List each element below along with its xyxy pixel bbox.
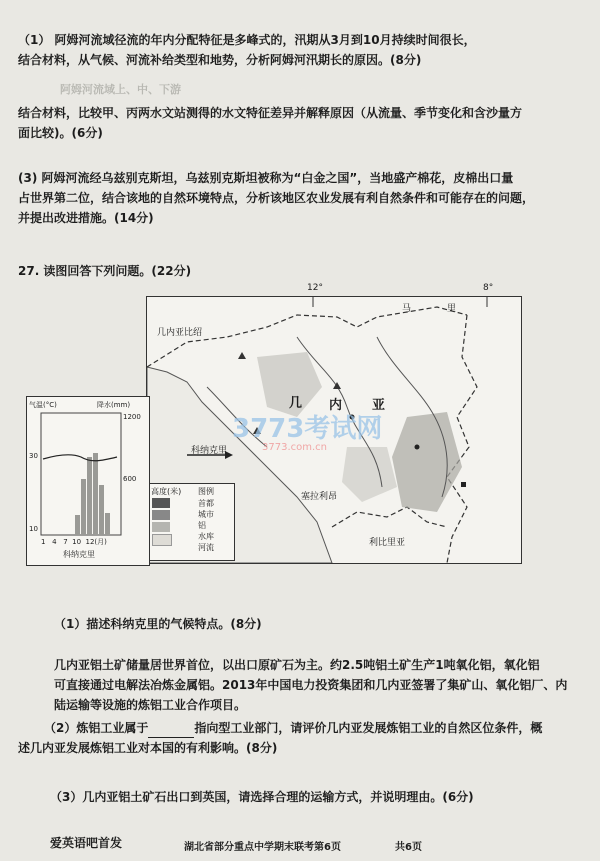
sub-question-2 xyxy=(18,718,596,758)
main-label-2: 内 xyxy=(329,398,343,413)
climate-axis-left-label: 气温(°C) xyxy=(29,401,57,409)
question-3-line2: 占世界第二位，结合该地的自然环境特点，分析该地区农业发展有利自然条件和可能存在的问题， xyxy=(18,191,535,205)
climate-right-top-tick: 1200 xyxy=(123,413,141,421)
legend-item-3: 铝 xyxy=(198,521,206,530)
main-label-1: 几 xyxy=(289,396,303,411)
question-3-line3: 并提出改进措施。(14分) xyxy=(18,211,154,225)
legend-elevation-swatch-4 xyxy=(152,534,172,546)
watermark-logo: 3773考试网 xyxy=(232,414,383,444)
legend-elevation-swatch-3 xyxy=(152,522,170,532)
question-3 xyxy=(18,168,593,228)
climate-chart xyxy=(26,396,150,566)
legend-item-4: 水库 xyxy=(198,532,214,541)
material-line1: 几内亚铝土矿储量居世界首位，以出口原矿石为主。约2.5吨铝土矿生产1吨氧化铝，氧化铝 xyxy=(54,658,540,672)
main-label-3: 亚 xyxy=(372,398,386,413)
material-line2: 可直接通过电解法冶炼金属铝。2013年中国电力投资集团和几内亚签署了集矿山、氧化铝厂、内 xyxy=(54,678,568,692)
city-dot-2 xyxy=(415,445,420,450)
lon-label-right: 8° xyxy=(483,283,494,293)
country-label-mali-2: 里 xyxy=(447,304,457,314)
question-1-line1: （1） 阿姆河流域径流的年内分配特征是多峰式的，汛期从3月到10月持续时间很长， xyxy=(18,33,476,47)
climate-caption: 科纳克里 xyxy=(63,550,95,559)
sub-question-1: （1）描述科纳克里的气候特点。(8分) xyxy=(54,617,262,631)
precip-bar-aug xyxy=(93,453,98,535)
legend-item-1: 首都 xyxy=(198,499,214,508)
climate-right-mid-tick: 600 xyxy=(123,475,137,483)
climate-month-ticks: 1 4 7 10 12(月) xyxy=(41,538,107,546)
question-2-line2: 面比较)。(6分) xyxy=(18,126,103,140)
temperature-line xyxy=(43,455,117,461)
question-2-line1: 结合材料，比较甲、丙两水文站测得的水文特征差异并解释原因（从流量、季节变化和含沙量方 xyxy=(18,106,523,120)
city-label-conakry: 科纳克里 xyxy=(191,446,228,456)
legend-elevation-swatch-2 xyxy=(152,510,170,520)
precip-bar-jun xyxy=(81,479,86,535)
answer-blank[interactable] xyxy=(148,725,194,738)
sub-question-3: （3）几内亚铝土矿石出口到英国，请选择合理的运输方式，并说明理由。(6分) xyxy=(50,790,474,804)
precip-bar-may xyxy=(75,515,80,535)
precip-bar-oct xyxy=(105,513,110,535)
country-label-mali-1: 马 xyxy=(402,304,420,314)
precip-bar-jul xyxy=(87,457,92,535)
faint-bleed-text: 阿姆河流域上、中、下游 xyxy=(60,83,181,96)
country-label-sierra-leone: 塞拉利昂 xyxy=(301,492,338,502)
sub-question-2-line2: 述几内亚发展炼铝工业对本国的有利影响。(8分) xyxy=(18,741,278,755)
legend-item-5: 河流 xyxy=(198,543,214,552)
footer-page-info: 湖北省部分重点中学期末联考第6页 xyxy=(184,842,341,853)
legend-elevation-title: 高度(米) xyxy=(151,487,182,496)
climate-left-mid-tick: 30 xyxy=(29,452,38,460)
question-27-title: 27. 读图回答下列问题。(22分) xyxy=(18,264,192,278)
climate-axis-right-label: 降水(mm) xyxy=(97,401,131,409)
question-1 xyxy=(18,30,588,70)
legend-elevation-swatch-1 xyxy=(152,498,170,508)
footer-left-mark: 爱英语吧首发 xyxy=(50,836,123,850)
material-line3: 陆运输等设施的炼铝工业合作项目。 xyxy=(54,698,247,712)
lon-label-left: 12° xyxy=(307,283,323,293)
footer-total-pages: 共6页 xyxy=(395,842,422,853)
city-square-1 xyxy=(461,482,466,487)
legend-symbols-title: 图例 xyxy=(198,487,214,496)
sub-question-2-prefix: （2）炼铝工业属于 xyxy=(44,721,149,735)
question-3-line1: (3) 阿姆河流经乌兹别克斯坦，乌兹别克斯坦被称为“白金之国”，当地盛产棉花，皮棉出口量 xyxy=(18,171,514,185)
country-label-liberia: 利比里亚 xyxy=(369,538,406,548)
bauxite-material xyxy=(18,655,593,715)
sub-question-2-rest: 指向型工业部门，请评价几内亚发展炼铝工业的自然区位条件，概 xyxy=(194,721,543,735)
map-legend xyxy=(147,483,235,561)
precip-bar-sep xyxy=(99,485,104,535)
precip-bars xyxy=(75,453,110,535)
country-label-guinea-bissau: 几内亚比绍 xyxy=(157,328,203,338)
legend-item-2: 城市 xyxy=(198,510,214,519)
climate-left-low-tick: 10 xyxy=(29,525,38,533)
question-2 xyxy=(18,103,593,143)
sub-question-2-line1 xyxy=(44,718,596,738)
watermark-url: 3773.com.cn xyxy=(262,442,327,453)
question-1-line2: 结合材料，从气候、河流补给类型和地势，分析阿姆河汛期长的原因。(8分) xyxy=(18,53,422,67)
